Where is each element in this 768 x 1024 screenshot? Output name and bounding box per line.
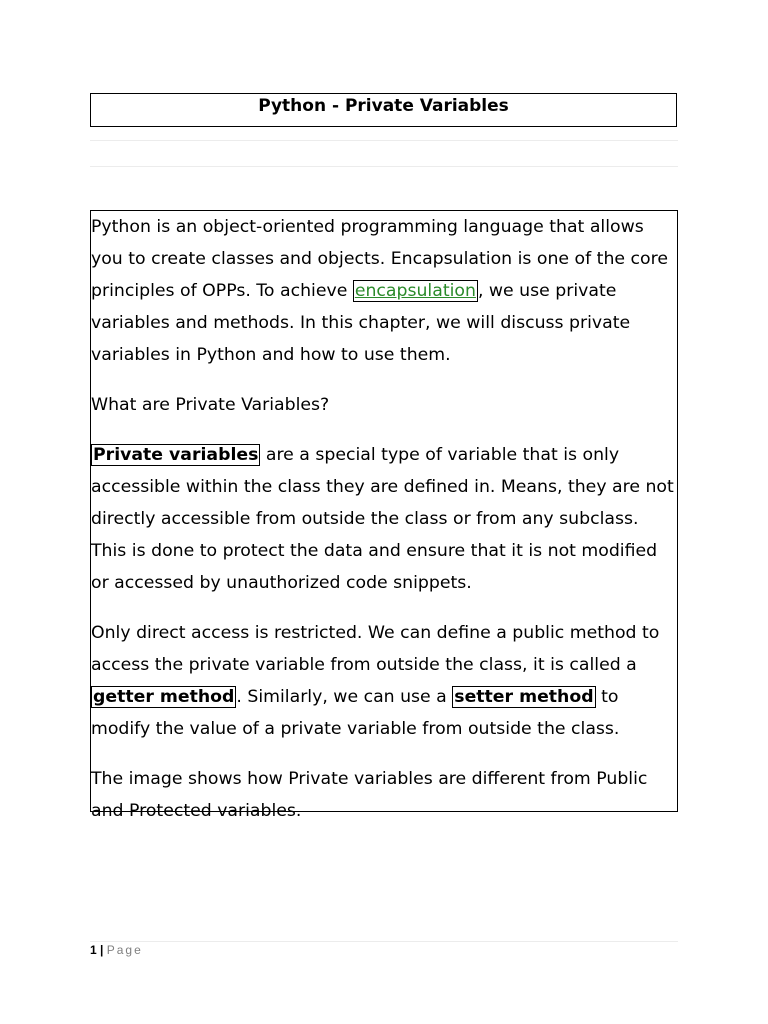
footer-divider (90, 941, 678, 942)
divider (90, 140, 678, 141)
definition-paragraph: Private variables are a special type of variable that is only accessible within the class they are defined in. Means, they are not directly accessible from outside the class or from any subclass. This is done to protect the data and ensure that it is not modified or accessed by unauthorized code snippets. (91, 445, 674, 593)
footer-separator: | (100, 943, 104, 957)
divider (90, 166, 678, 167)
page-label: Page (106, 943, 143, 957)
access-paragraph: Only direct access is restricted. We can define a public method to access the private variable from outside the class, it is called a getter method . Similarly, we can use a setter method to modify the value of a private variable from outside the class. (91, 623, 660, 739)
article-body (90, 210, 678, 821)
encapsulation-link[interactable]: encapsulation (354, 281, 476, 301)
setter-method-term: setter method (454, 687, 594, 707)
page-number: 1 (90, 943, 97, 957)
getter-method-term: getter method (93, 687, 235, 707)
page-footer (90, 943, 143, 957)
page-title: Python - Private Variables (90, 93, 677, 127)
image-note-paragraph: The image shows how Private variables are different from Public and Protected variables. (91, 769, 648, 821)
section-question: What are Private Variables? (91, 395, 330, 415)
private-variables-term: Private variables (93, 445, 259, 465)
intro-paragraph: Python is an object-oriented programming language that allows you to create classes and objects. Encapsulation is one of the core principles of OPPs. To achieve encapsulation , we use private variables and methods. In this chapter, we will discuss private variables in Python and how to use them. (91, 217, 668, 365)
